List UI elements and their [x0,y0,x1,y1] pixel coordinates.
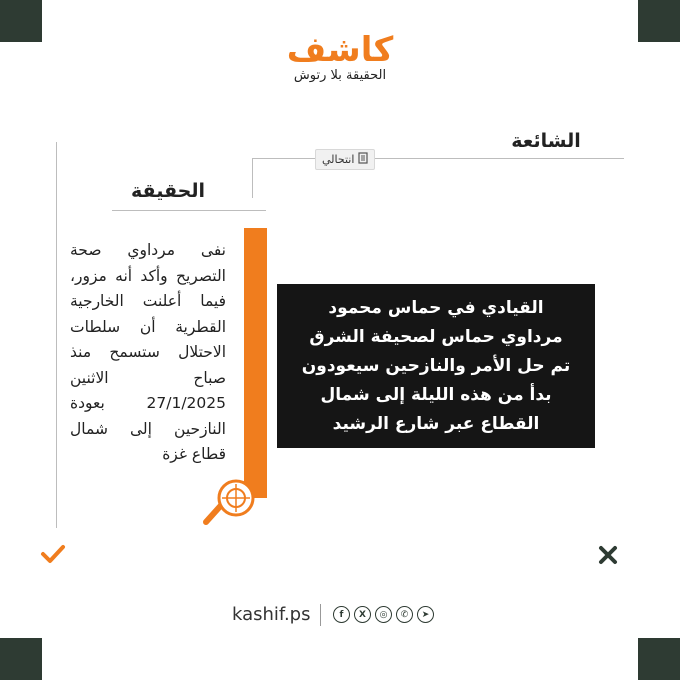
corner-block-bottom-left [0,638,42,680]
magnifier-icon [200,478,258,532]
frame-left-rule [56,142,57,528]
instagram-icon[interactable]: ◎ [375,606,392,623]
logo-wordmark: كاشف [286,30,394,70]
check-icon [40,544,66,568]
claim-line: القطاع عبر شارع الرشيد [332,413,540,434]
social-icons [333,606,434,623]
site-link[interactable]: kashif.ps [232,604,311,625]
whatsapp-icon[interactable]: ✆ [396,606,413,623]
claim-text [302,294,571,439]
rumor-heading: الشائعة [511,130,581,152]
impersonation-tag [315,149,375,170]
claim-line: بدأ من هذه الليلة إلى شمال [320,384,552,405]
logo-tagline: الحقيقة بلا رتوش [293,68,387,83]
tag-label: انتحالي [322,153,355,166]
x-icon[interactable]: X [354,606,371,623]
truth-text: نفى مرداوي صحة التصريح وأكد أنه مزور، فيما أعلنت الخارجية القطرية أن سلطات الاحتلال ستسمح منذ صباح الاثنين 27/1/2025 بعودة النازحين إلى شمال قطاع غزة [70,241,226,463]
claim-line: مرداوي حماس لصحيفة الشرق [309,326,563,347]
corner-block-bottom-right [638,638,680,680]
corner-block-top-left [0,0,42,42]
footer-separator [320,604,321,626]
claim-line: القيادي في حماس محمود [328,297,544,318]
rumor-vertical-rule [252,158,253,198]
document-icon [358,152,368,167]
facebook-icon[interactable]: f [333,606,350,623]
cross-icon [598,545,618,569]
claim-box [277,284,595,448]
corner-block-top-right [638,0,680,42]
truth-divider [112,210,266,211]
orange-accent-bar [244,228,267,498]
logo [280,30,400,83]
claim-line: تم حل الأمر والنازحين سيعودون [301,355,571,376]
truth-heading: الحقيقة [131,180,205,202]
telegram-icon[interactable]: ➤ [417,606,434,623]
rumor-divider [252,158,624,159]
